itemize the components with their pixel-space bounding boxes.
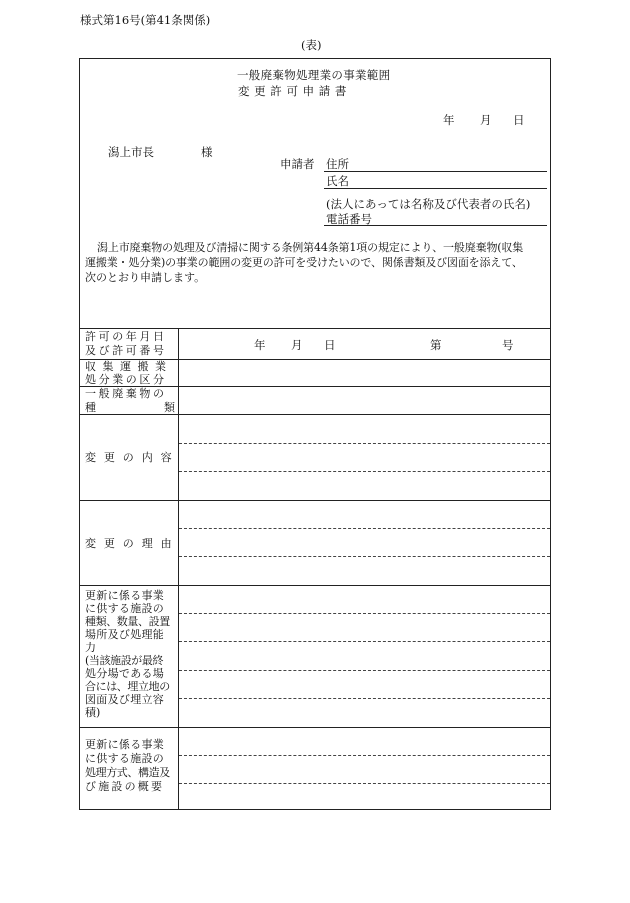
facility-capacity-label-line: (当該施設が最終: [85, 654, 164, 667]
row-divider: [79, 500, 551, 501]
date-month: 月: [480, 113, 492, 127]
face-label: (表): [301, 38, 322, 52]
change-reason-label: 変 更 の 理 由: [85, 537, 174, 550]
name-underline: [324, 188, 547, 189]
address-label: 住所: [326, 157, 349, 171]
writing-line: [179, 471, 550, 472]
writing-line: [179, 641, 550, 642]
permit-number-suffix: 号: [502, 338, 514, 352]
body-line3: 次のとおり申請します。: [85, 271, 206, 284]
addressee-suffix: 様: [201, 145, 213, 159]
writing-line: [179, 698, 550, 699]
body-line1: 潟上市廃棄物の処理及び清掃に関する条例第44条第1項の規定により、一般廃棄物(収集: [97, 241, 524, 254]
permit-month: 月: [291, 338, 303, 352]
waste-type-label-char: 類: [164, 401, 175, 414]
row-divider: [79, 585, 551, 586]
date-day: 日: [513, 113, 525, 127]
permit-date-label-a: 許可の年月日: [85, 330, 167, 343]
facility-capacity-label-line: 積): [85, 706, 101, 719]
address-underline: [324, 171, 547, 172]
writing-line: [179, 528, 550, 529]
facility-capacity-label-line: に供する施設の: [85, 602, 165, 615]
writing-line: [179, 613, 550, 614]
writing-line: [179, 670, 550, 671]
permit-year: 年: [254, 338, 266, 352]
writing-line: [179, 443, 550, 444]
facility-capacity-label-line: 力: [85, 641, 96, 654]
facility-outline-label-line: 更新に係る事業: [85, 738, 165, 751]
writing-line: [179, 783, 550, 784]
body-line2: 運搬業・処分業)の事業の範囲の変更の許可を受けたいので、関係書類及び図面を添えて、: [85, 256, 523, 269]
facility-capacity-label-line: 図面及び埋立容: [85, 693, 165, 706]
waste-type-label-a: 一般廃棄物の: [85, 387, 167, 400]
facility-capacity-label-line: 種類、数量、設置: [85, 615, 170, 628]
permit-date-label-b: 及び許可番号: [85, 344, 167, 357]
date-year: 年: [443, 113, 455, 127]
permit-day: 日: [324, 338, 336, 352]
form-title-line1: 一般廃棄物処理業の事業範囲: [237, 68, 391, 82]
row-divider: [79, 727, 551, 728]
name-label: 氏名: [326, 174, 349, 188]
facility-capacity-label-line: 処分場である場: [85, 667, 165, 680]
facility-capacity-label-line: 更新に係る事業: [85, 589, 165, 602]
phone-label: 電話番号: [326, 212, 372, 226]
table-top-border: [79, 328, 551, 329]
facility-outline-label-line: 処理方式、構造及: [85, 766, 170, 779]
permit-number-prefix: 第: [430, 338, 442, 352]
phone-underline: [324, 225, 547, 226]
waste-type-label-char: 種: [85, 401, 96, 414]
form-number: 様式第16号(第41条関係): [80, 13, 211, 27]
waste-type-label-b: [85, 401, 175, 415]
writing-line: [179, 755, 550, 756]
business-type-label-b: 処分業の区分: [85, 373, 167, 386]
writing-line: [179, 556, 550, 557]
addressee: 潟上市長: [108, 145, 154, 159]
corporation-note: (法人にあっては名称及び代表者の氏名): [326, 197, 531, 211]
applicant-label: 申請者: [280, 157, 315, 171]
facility-outline-label-line: び施設の概要: [85, 780, 165, 793]
facility-capacity-label-line: 場所及び処理能: [85, 628, 165, 641]
facility-outline-label-line: に供する施設の: [85, 752, 165, 765]
facility-capacity-label-line: 合には、埋立地の: [85, 680, 170, 693]
table-column-divider: [178, 328, 179, 810]
change-content-label: 変 更 の 内 容: [85, 451, 174, 464]
form-title-line2: 変 更 許 可 申 請 書: [238, 84, 347, 98]
business-type-label-a: 収集運搬業: [85, 360, 173, 373]
